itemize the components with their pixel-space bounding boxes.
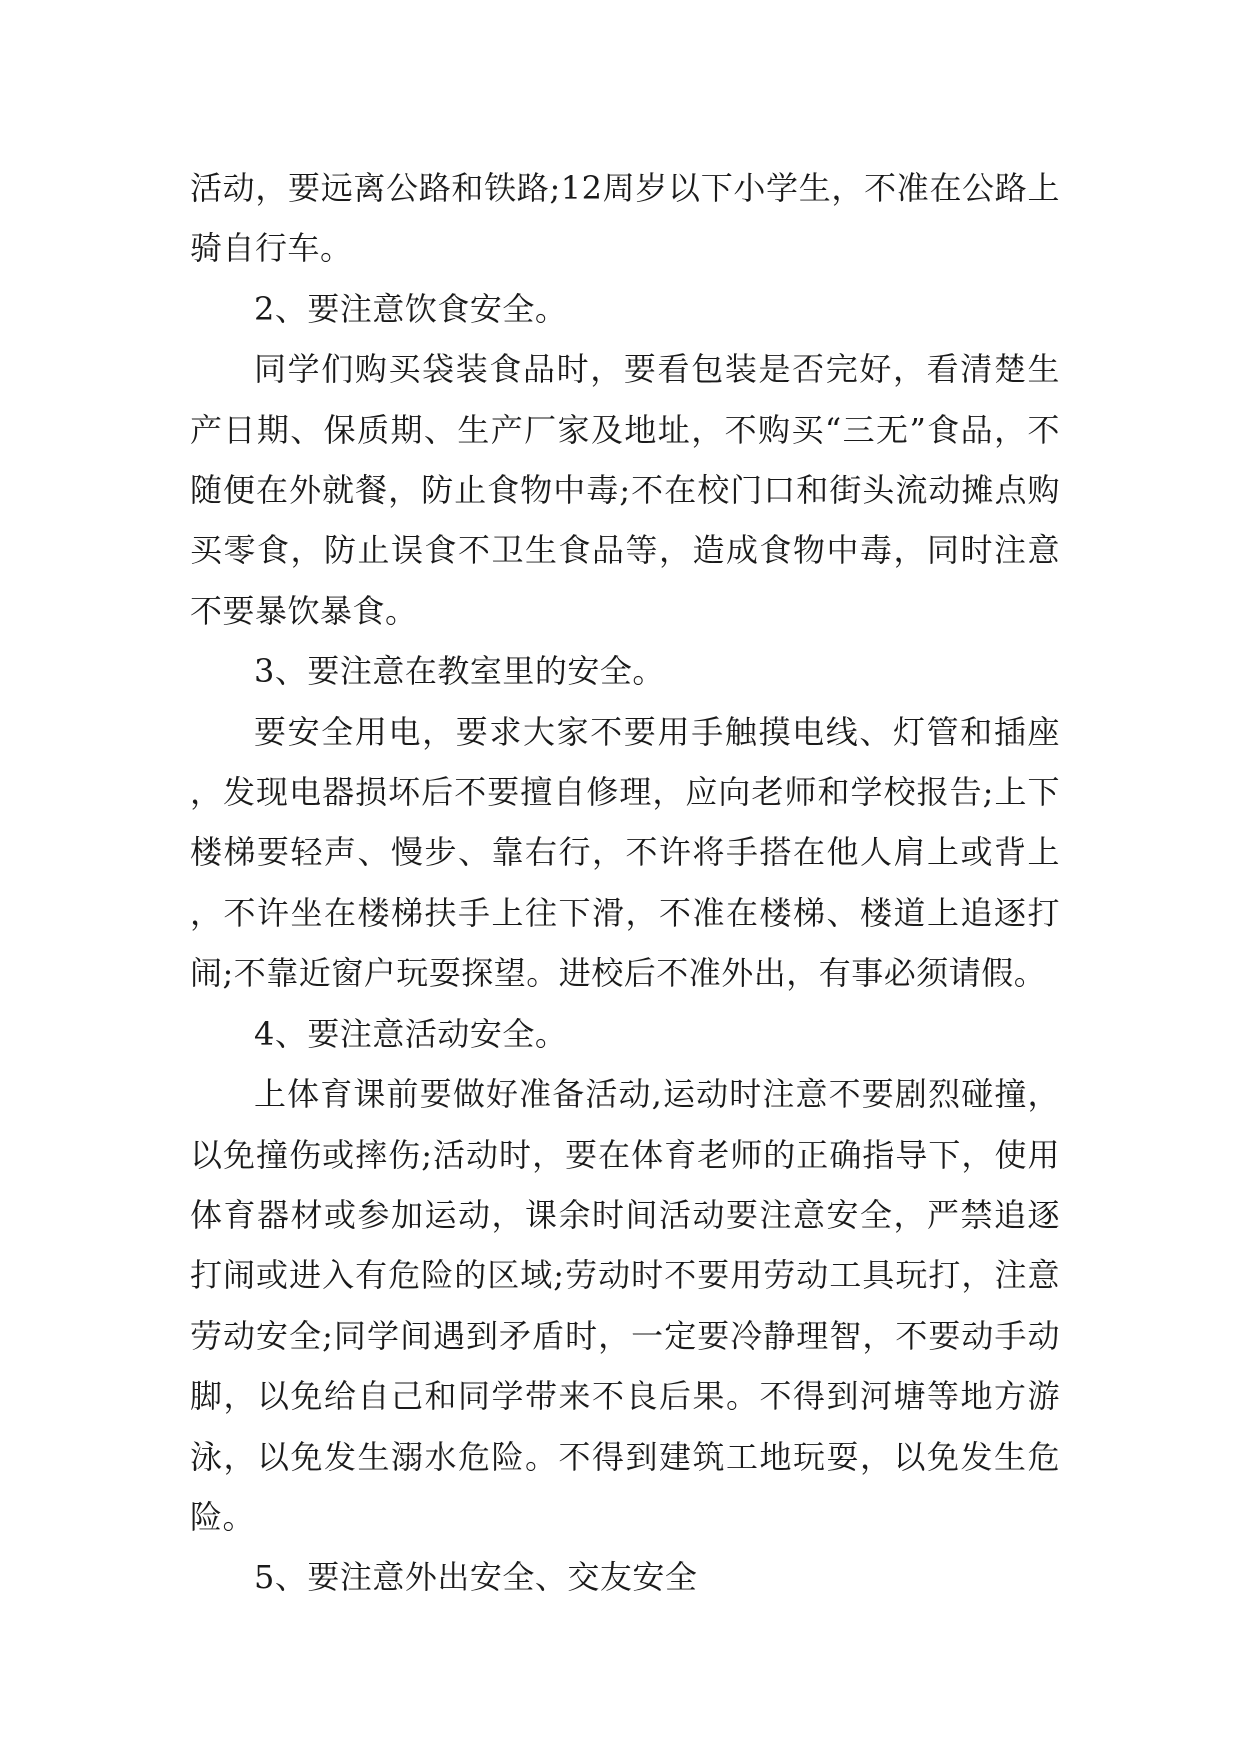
paragraph-diet-safety: 同学们购买袋装食品时，要看包装是否完好，看清楚生产日期、保质期、生产厂家及地址，不购买“三无”食品，不随便在外就餐，防止食物中毒;不在校门口和街头流动摊点购买零食，防止误食不卫生食品等，造成食物中毒，同时注意不要暴饮暴食。 — [190, 350, 1060, 630]
paragraph-activity-safety: 上体育课前要做好准备活动,运动时注意不要剧烈碰撞，以免撞伤或摔伤;活动时，要在体育老师的正确指导下，使用体育器材或参加运动，课余时间活动要注意安全，严禁追逐打闹或进入有危险的区域;劳动时不要用劳动工具玩打，注意劳动安全;同学间遇到矛盾时，一定要冷静理智，不要动手动脚，以免给自己和同学带来不良后果。不得到河塘等地方游泳，以免发生溺水危险。不得到建筑工地玩耍，以免发生危险。 — [190, 1075, 1060, 1536]
paragraph-classroom-safety: 要安全用电，要求大家不要用手触摸电线、灯管和插座，发现电器损坏后不要擅自修理，应向老师和学校报告;上下楼梯要轻声、慢步、靠右行，不许将手搭在他人肩上或背上，不许坐在楼梯扶手上往下滑，不准在楼梯、楼道上追逐打闹;不靠近窗户玩耍探望。进校后不准外出，有事必须请假。 — [190, 712, 1060, 993]
document-body — [190, 158, 1060, 1608]
section-heading-activity-safety: 4、要注意活动安全。 — [254, 1014, 568, 1053]
section-heading-outing-safety: 5、要注意外出安全、交友安全 — [254, 1558, 698, 1597]
paragraph-continued-text: 活动，要远离公路和铁路;12周岁以下小学生，不准在公路上骑自行车。 — [190, 169, 1060, 268]
section-heading-diet-safety: 2、要注意饮食安全。 — [254, 289, 568, 328]
section-heading-classroom-safety: 3、要注意在教室里的安全。 — [254, 652, 665, 691]
